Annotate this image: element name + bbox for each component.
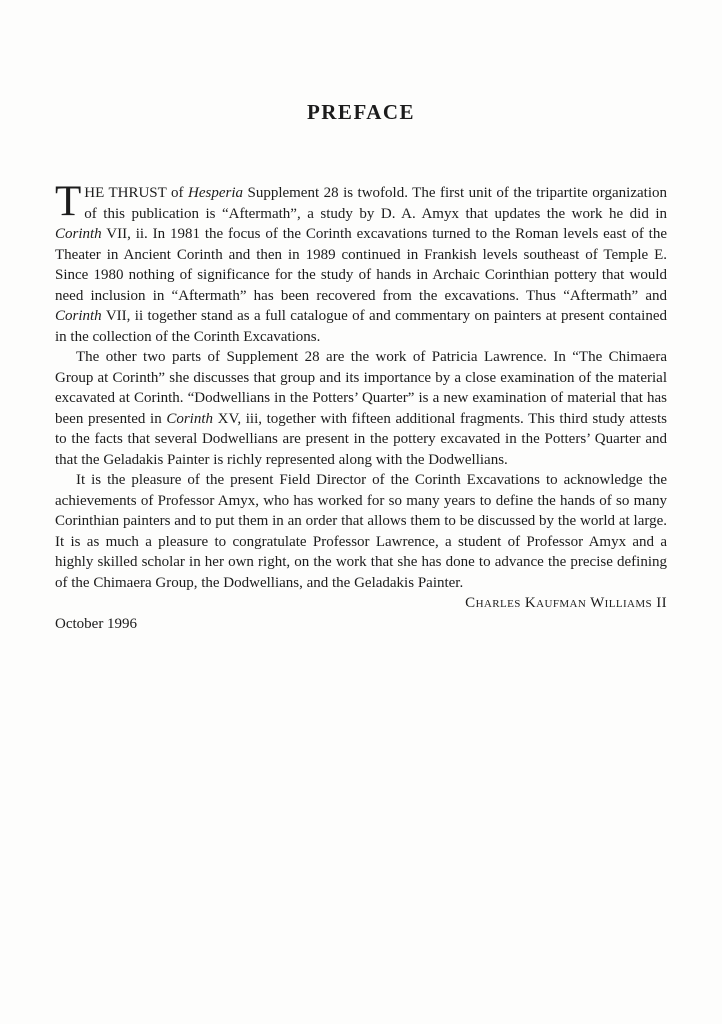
italic-text-run: Corinth bbox=[55, 226, 102, 242]
italic-text-run: Corinth bbox=[166, 410, 214, 427]
text-run: VII, ii together stand as a full catalogue of and commentary on painters at present contained in the collection of the Corinth Excavations. bbox=[55, 308, 667, 345]
text-run: It is the pleasure of the present Field Director of the Corinth Excavations to acknowledge the achievements of Professor Amyx, who has worked for so many years to define the hands of so many Corinthian painters and to put them in an order that allows them to be discussed by the world at large. It is as much a pleasure to congratulate Professor Lawrence, a student of Professor Amyx and a highly skilled scholar in her own right, on the work that she has done to advance the precise defining of the Chimaera Group, the Dodwellians, and the Geladakis Painter. bbox=[55, 472, 667, 591]
paragraph bbox=[55, 470, 667, 593]
paragraph bbox=[55, 178, 667, 347]
preface-paragraphs bbox=[55, 178, 667, 593]
page-title: PREFACE bbox=[306, 100, 416, 124]
dropcap: T bbox=[55, 178, 82, 225]
text-run: HE THRUST of bbox=[84, 185, 188, 201]
italic-text-run: Corinth bbox=[55, 308, 102, 324]
text-run: VII, ii. In 1981 the focus of the Corinth excavations turned to the Roman levels east of the Theater in Ancient Corinth and then in 1989 continued in Frankish levels southeast of Temple E. Since 1980 nothing of significance for the study of hands in Archaic Corinthian pottery that would need inclusion in “Aftermath” has been recovered from the excavations. Thus “Aftermath” and bbox=[55, 226, 667, 304]
text-run: Supplement 28 is twofold. The first unit of the tripartite organization of this publication is “Aftermath”, a study by D. A. Amyx that updates the work he did in bbox=[84, 185, 667, 222]
signature: Charles Kaufman Williams II bbox=[465, 595, 667, 611]
text-run: The other two parts of Supplement 28 are the work of Patricia Lawrence. In “The Chimaera Group at Corinth” she discusses that group and its importance by a close examination of the material excavated at Corinth. “Dodwellians in the Potters’ Quarter” is a new examination of material that has been presented in bbox=[55, 349, 667, 427]
paragraph bbox=[55, 347, 667, 470]
text-run: XV, iii, together with fifteen additional fragments. This third study attests to the facts that several Dodwellians are present in the pottery excavated in the Potters’ Quarter and that the Geladakis Painter is richly represented along with the Dodwellians. bbox=[55, 410, 667, 468]
date: October 1996 bbox=[55, 615, 138, 632]
italic-text-run: Hesperia bbox=[188, 185, 243, 201]
